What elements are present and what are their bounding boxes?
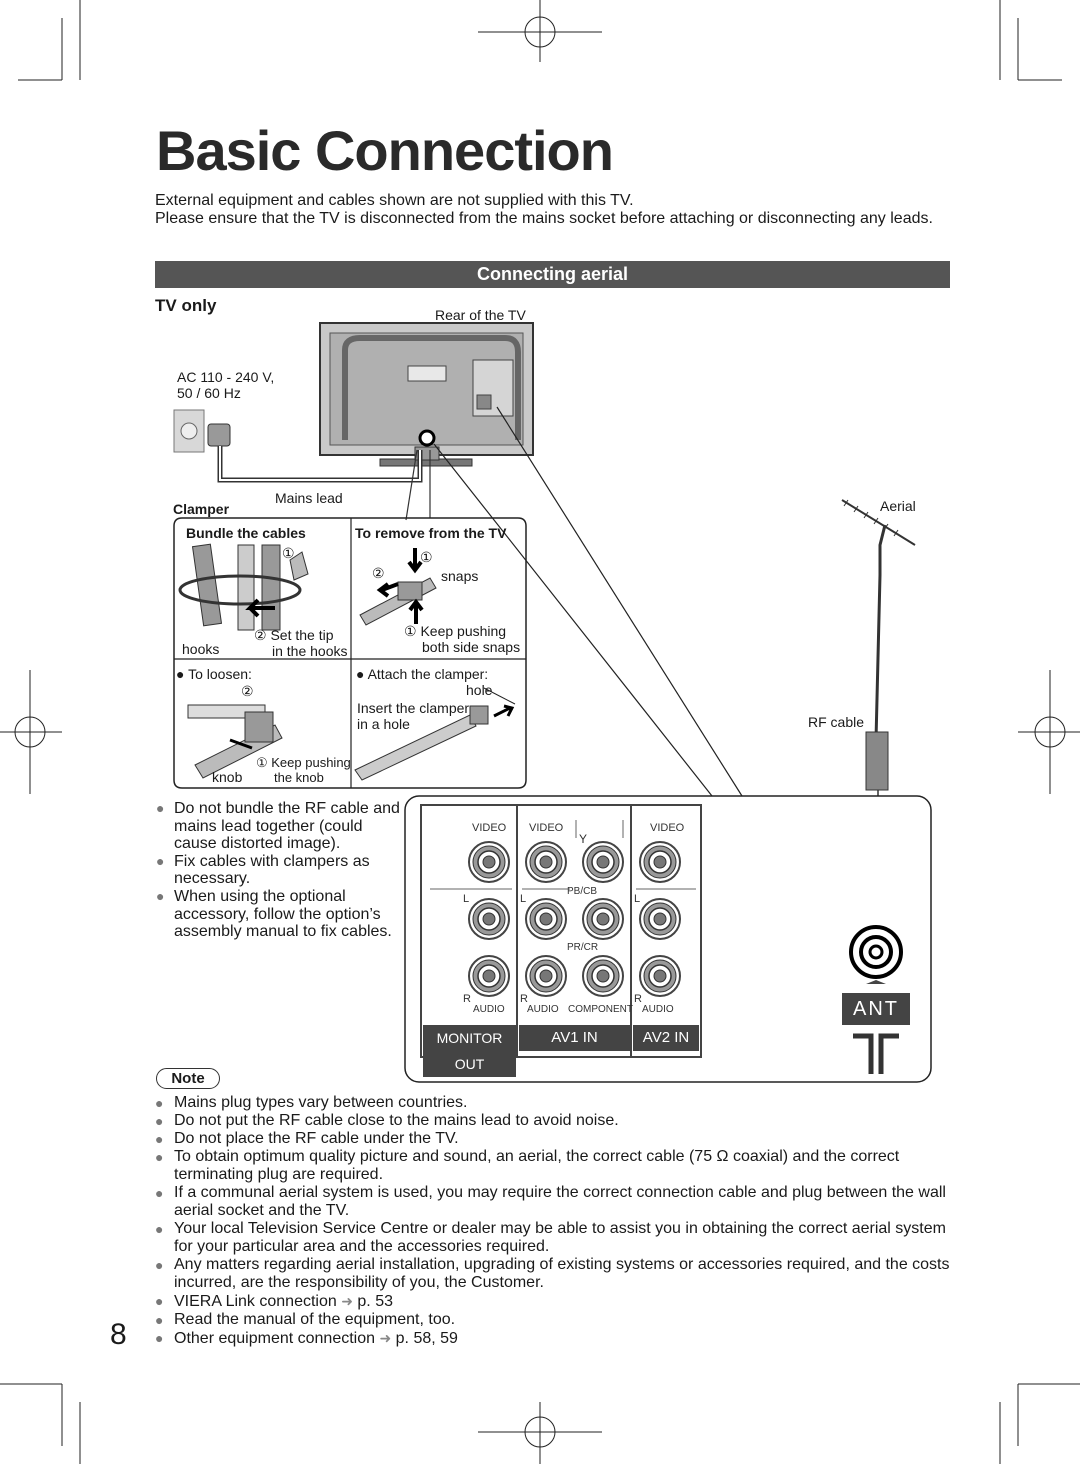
arrow-right-icon: ➜ [379,1330,392,1346]
audio-label-1: AUDIO [473,1004,505,1015]
to-loosen-label: ● To loosen: [176,666,252,682]
tv-only-label: TV only [155,296,217,315]
r-label-3: R [634,993,642,1005]
component-label: COMPONENT [568,1004,633,1015]
av1-in-label: AV1 IN [519,1025,630,1051]
note-item-viera-link [155,1292,955,1311]
viera-link-page-ref[interactable]: p. 53 [357,1293,393,1310]
clamper-label: Clamper [173,501,230,517]
set-tip-1: ② Set the tip [254,627,334,643]
power-spec-2: 50 / 60 Hz [177,385,241,401]
other-equipment-text: Other equipment connection [174,1330,376,1347]
step-1-remove: ① [420,549,433,565]
note-item: ● Any matters regarding aerial installation, upgrading of existing systems or accessories required, and the costs incurred, are the responsibility of you, the Customer. [155,1256,955,1292]
keep-pushing-2: both side snaps [422,639,521,655]
rca-jack [469,956,509,996]
note-item: ● If a communal aerial system is used, you may require the correct connection cable and plug between the wall aerial socket and the TV. [155,1184,955,1220]
rca-jack [469,899,509,939]
av2-in-label: AV2 IN [633,1025,699,1051]
note-item: ● Read the manual of the equipment, too. [155,1311,955,1329]
audio-label-2: AUDIO [527,1004,559,1015]
r-label-1: R [463,993,471,1005]
note-item: ● Do not place the RF cable under the TV. [155,1130,955,1148]
side-bullet-2: ● Fix cables with clampers as necessary. [156,853,406,888]
video-label-3: VIDEO [650,822,685,834]
set-tip-2: in the hooks [272,643,348,659]
rear-of-tv-label: Rear of the TV [435,307,526,323]
page-title: Basic Connection [156,119,613,182]
hooks-label: hooks [182,641,220,657]
note-badge: Note [156,1068,220,1089]
step-1-bundle: ① [282,545,295,561]
side-bullet-1: ● Do not bundle the RF cable and mains lead together (could cause distorted image). [156,800,406,853]
rca-jack [469,842,509,882]
rf-cable-label: RF cable [808,714,865,730]
note-item: ● To obtain optimum quality picture and sound, an aerial, the correct cable (75 Ω coaxial) and the correct terminating plug are required. [155,1148,955,1184]
rca-jack [640,899,680,939]
monitor-out-label: MONITOR OUT [423,1025,516,1077]
page-number: 8 [110,1318,127,1351]
rca-jack [583,899,623,939]
knob-label: knob [212,769,243,785]
section-header: Connecting aerial [155,261,950,288]
intro-line-2: Please ensure that the TV is disconnected from the mains socket before attaching or disconnecting any leads. [155,210,933,227]
keep-pushing-knob-1: ① Keep pushing [256,755,351,770]
l-label-3: L [634,893,641,905]
power-spec-1: AC 110 - 240 V, [177,369,275,385]
insert-clamper-2: in a hole [357,716,410,732]
note-item-other-equipment [155,1329,955,1348]
other-equipment-page-ref[interactable]: p. 58, 59 [395,1330,458,1347]
ant-label: ANT [842,993,910,1025]
mains-lead-label: Mains lead [275,490,343,506]
note-list [155,1094,955,1348]
rca-jack [526,899,566,939]
arrow-right-icon: ➜ [341,1293,353,1309]
rca-jack [640,842,680,882]
r-label-2: R [520,993,528,1005]
step-2-loosen: ② [241,683,254,699]
audio-label-3: AUDIO [642,1004,674,1015]
hole-label: hole [466,682,493,698]
l-label-1: L [463,893,470,905]
l-label-2: L [520,893,527,905]
note-item: ● Do not put the RF cable close to the mains lead to avoid noise. [155,1112,955,1130]
video-label-1: VIDEO [472,822,507,834]
rca-jack [526,956,566,996]
side-bullet-3: ● When using the optional accessory, follow the option’s assembly manual to fix cables. [156,888,406,941]
rca-jack [583,842,623,882]
rca-jack [526,842,566,882]
viera-link-text: VIERA Link connection [174,1293,337,1310]
note-item: ● Mains plug types vary between countries. [155,1094,955,1112]
intro-line-1: External equipment and cables shown are not supplied with this TV. [155,192,634,209]
aerial-label: Aerial [880,498,916,514]
y-label: Y [579,832,588,846]
remove-title: To remove from the TV [355,525,507,541]
snaps-label: snaps [441,568,479,584]
note-item: ● Your local Television Service Centre or dealer may be able to assist you in obtaining the correct aerial system for your particular area and the accessories required. [155,1220,955,1256]
video-label-2: VIDEO [529,822,564,834]
pr-label: PR/CR [567,942,599,953]
rca-jack [583,956,623,996]
keep-pushing-1: ① Keep pushing [404,623,507,639]
pb-label: PB/CB [567,886,598,897]
side-bullet-list [156,800,406,941]
rca-jack [640,956,680,996]
insert-clamper-1: Insert the clamper [357,700,470,716]
keep-pushing-knob-2: the knob [274,770,324,785]
bundle-title: Bundle the cables [186,525,306,541]
step-2-remove: ② [372,565,385,581]
attach-clamper-label: ● Attach the clamper: [356,666,489,682]
